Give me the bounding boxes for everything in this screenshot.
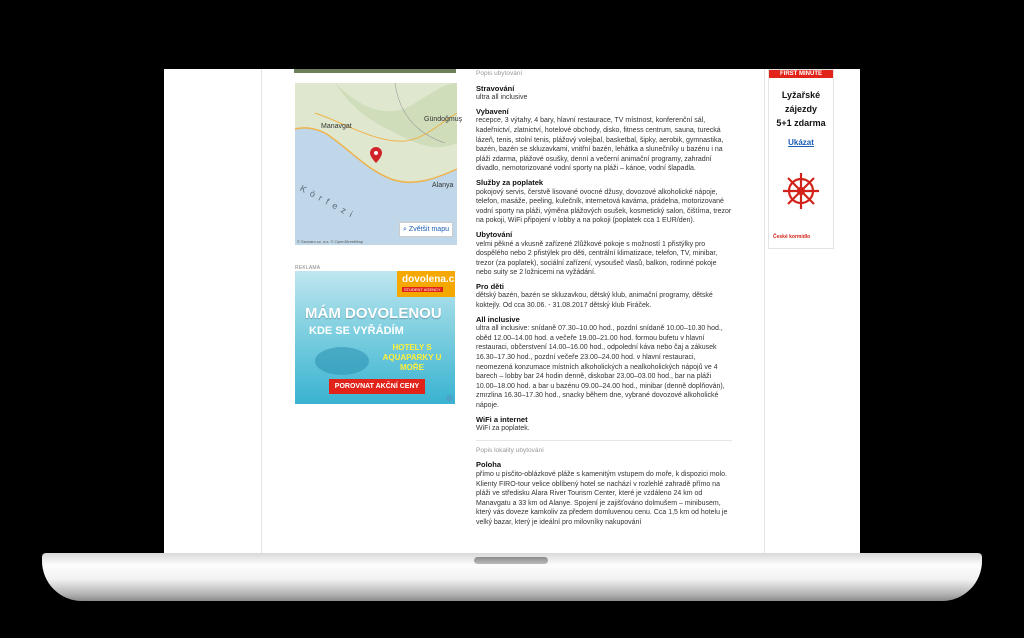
- banner-title-line: Lyžařské: [781, 90, 821, 100]
- section-title-all-inclusive: All inclusive: [476, 314, 520, 324]
- section-text-ubytovani: velmi pěkné a vkusně zařízené 2lůžkové pokoje s možností 1 přistýlky pro dospělého nebo 2 přistýlek pro děti, centrální klimatizace, telefon, TV, minibar, trezor (za poplatek), sociální zařízení, vysoušeč vlasů, balkon, rodinné pokoje nebo suity se 2 ložnicemi na vyžádání.: [476, 240, 718, 277]
- map-copyright: © Seznam.cz, a.s. © OpenStreetMap: [297, 239, 363, 244]
- section-title-sluzby: Služby za poplatek: [476, 177, 544, 187]
- ad-subheadline: KDE SE VYŘÁDÍM: [309, 325, 404, 337]
- section-text-poloha: přímo u písčito-oblázkové pláže s kamenitým vstupem do moře, k dispozici molo. Klienty FIRO-tour velice oblíbený hotel se nachází v rozlehlé zahradě přímo na pláži ve středisku Alara River Tourism Center, které je vzdáleno 24 km od Manavgatu a 33 km od Alanye. Spojení je zajišťováno dolmušem – minibusem, který vás doveze kamkoliv za předem domluvenou cenu. Cca 1,5 km od hotelu je velký bazar, který je ideální pro milovníky nakupování: [476, 470, 728, 526]
- section-title-vybaveni: Vybavení: [476, 106, 509, 116]
- ship-wheel-icon: [781, 167, 821, 219]
- zoom-map-button[interactable]: [399, 222, 453, 237]
- section-title-ubytovani: Ubytování: [476, 229, 513, 239]
- banner-title-line: zájezdy: [784, 104, 817, 114]
- adchoices-icon[interactable]: [446, 395, 453, 402]
- section-title-poloha: Poloha: [476, 460, 502, 470]
- section-caption-location: Popis lokality ubytování: [476, 446, 544, 454]
- ad-banner[interactable]: [295, 271, 460, 404]
- section-title-wifi: WiFi a internet: [476, 414, 528, 424]
- photo-strip[interactable]: [294, 69, 456, 73]
- map-widget[interactable]: [295, 83, 463, 245]
- map-label-korfezi: Körfezi: [298, 183, 359, 222]
- ad-cta-button[interactable]: POROVNAT AKČNÍ CENY: [329, 379, 425, 394]
- divider: [476, 440, 732, 441]
- ad-tagline: HOTELY S AQUAPARKY U MOŘE: [382, 343, 442, 372]
- section-text-all-inclusive: ultra all inclusive: snídaně 07.30–10.00 hod., pozdní snídaně 10.00–10.30 hod., oběd 12.00–14.00 hod. a večeře 19.00–21.00 hod. formou bufetu v hlavní restauraci, občerstvení 14.00–16.00 hod., odpolední káva nebo čaj a zákusek 16.30–17.30 hod., pozdní večeře 23.00–24.00 hod. v hlavní restauraci, neomezená konzumace místních alkoholických a nealkoholických nápojů ve 4 barech – lobby bar 24 hodin denně, diskobar 23.00–03.00 hod., bar na pláži 10.00–18.00 hod. a bar u bazénu 09.00–24.00 hod., minibar (denně doplňován), zmrzlina 16.30–17.30 hod., snacky během dne, vybrané dovozové alkoholické nápoje.: [476, 325, 725, 409]
- browser-screen: [164, 69, 860, 553]
- ad-logo: [397, 271, 460, 297]
- banner-logo: České kormidlo: [773, 234, 811, 240]
- section-text-pro-deti: dětský bazén, bazén se skluzavkou, dětský klub, animační programy, dětské koktejly. Od cca 30.06. - 31.08.2017 dětský klub Firáček.: [476, 292, 713, 310]
- laptop-notch: [474, 557, 548, 564]
- ad-logo-text: dovolena.cz: [402, 274, 460, 285]
- ad-swimmer-image: [315, 347, 369, 375]
- section-caption-accommodation: Popis ubytování: [476, 70, 523, 77]
- map-graphic: [295, 83, 457, 245]
- banner-show-link[interactable]: Ukázat: [788, 138, 814, 147]
- section-text-stravovani: ultra all inclusive: [476, 94, 528, 102]
- map-label-gundogmus: Gündoğmuş: [424, 116, 463, 123]
- section-title-pro-deti: Pro děti: [476, 281, 504, 291]
- section-text-vybaveni: recepce, 3 výtahy, 4 bary, hlavní restaurace, TV místnost, konferenční sál, kadeřnictví, zlatnictví, hotelové obchody, disko, fitness centrum, sauna, turecká lázeň, tenis, stolní tenis, plážový volejbal, basketbal, šipky, aerobik, gymnastika, bazén, bazén se skluzavkami, vnitřní bazén, lehátka a slunečníky u bazénu i na pláži zdarma, plážové osušky, denní a večerní animační programy, zahradní divadlo, nemotorizované vodní sporty na pláži – kánoe, vodní šlapadla.: [476, 117, 724, 173]
- banner-title: [769, 88, 833, 130]
- map-label-manavgat: Manavgat: [321, 123, 352, 130]
- banner-title-line: 5+1 zdarma: [776, 118, 826, 128]
- promo-banner[interactable]: [768, 69, 834, 249]
- hotel-description: [476, 69, 732, 531]
- map-label-alanya: Alanya: [432, 182, 454, 189]
- banner-top-label: FIRST MINUTE: [769, 70, 833, 78]
- section-text-sluzby: pokojový servis, čerstvě lisované ovocné džusy, dovozové alkoholické nápoje, telefon, masáže, peeling, kulečník, internetová kavárna, prádelna, motorizované vodní sporty na pláži, výměna plážových osušek, kosmetický salon, čištírna, trezor na pokoji, WiFi připojení v lobby a na pokoji (poplatek cca 1 EUR/den).: [476, 188, 732, 225]
- zoom-map-label: Zvětšit mapu: [408, 226, 449, 233]
- ad-headline: MÁM DOVOLENOU: [305, 305, 442, 322]
- ad-label: REKLAMA: [295, 265, 321, 271]
- map-pin-icon[interactable]: [370, 147, 382, 163]
- magnifier-icon: ⌕: [403, 225, 407, 233]
- section-text-wifi: WiFi za poplatek.: [476, 425, 530, 433]
- ad-logo-sub: STUDENT AGENCY: [404, 287, 441, 292]
- section-title-stravovani: Stravování: [476, 83, 515, 93]
